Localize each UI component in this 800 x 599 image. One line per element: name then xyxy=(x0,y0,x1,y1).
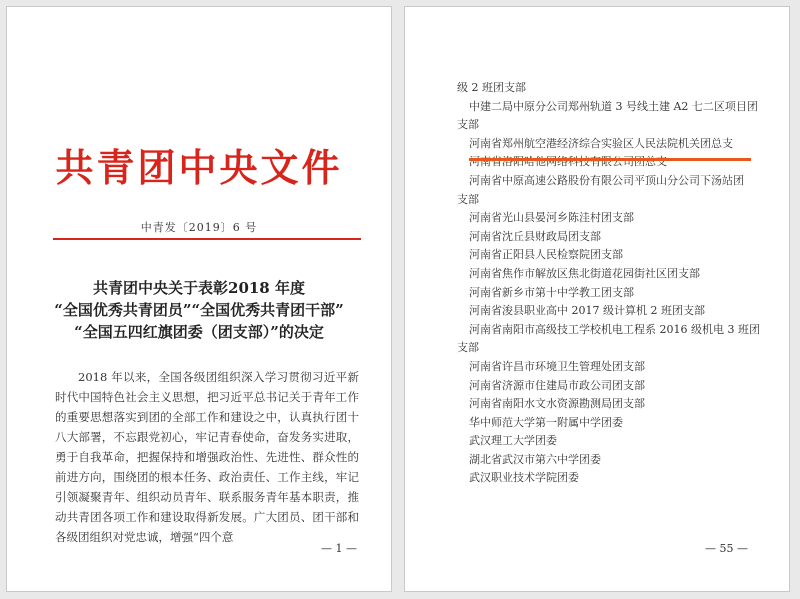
list-item: 河南省郑州航空港经济综合实验区人民法院机关团总支 xyxy=(469,136,733,150)
list-item: 河南省焦作市解放区焦北街道花园街社区团支部 xyxy=(469,266,700,280)
list-item: 河南省沈丘县财政局团支部 xyxy=(469,229,601,243)
headline-line: “全国五四红旗团委（团支部）”的决定 xyxy=(74,323,324,341)
right-page xyxy=(404,6,790,592)
list-item: 河南省浚县职业高中 2017 级计算机 2 班团支部 xyxy=(469,304,705,318)
list-item: 河南省济源市住建局市政公司团支部 xyxy=(469,378,645,392)
document-number: 中青发〔2019〕6 号 xyxy=(140,221,258,234)
list-item: 级 2 班团支部 xyxy=(457,81,526,94)
page-number: — 1 — xyxy=(321,542,357,555)
page-number: — 55 — xyxy=(705,542,748,555)
list-item: 河南省新乡市第十中学教工团支部 xyxy=(469,285,634,299)
list-item: 中建二局中原分公司郑州轨道 3 号线土建 A2 七二区项目团 xyxy=(469,99,758,113)
headline-line: 共青团中央关于表彰2018 年度 xyxy=(93,279,305,297)
list-item: 河南省南阳市高级技工学校机电工程系 2016 级机电 3 班团 xyxy=(469,322,760,336)
list-item: 武汉理工大学团委 xyxy=(469,434,557,448)
honoree-list xyxy=(457,79,765,488)
left-page xyxy=(6,6,392,592)
list-item: 支部 xyxy=(457,118,479,132)
list-item: 河南省南阳水文水资源勘测局团支部 xyxy=(469,397,645,411)
list-item: 河南省洛阳哈他网络科技有限公司团总支 xyxy=(469,155,667,169)
list-item: 湖北省武汉市第六中学团委 xyxy=(469,452,601,466)
body-paragraph: 2018 年以来，全国各级团组织深入学习贯彻习近平新时代中国特色社会主义思想，把习近平总书记关于青年工作的重要思想落实到团的全部工作和建设之中，认真执行团十八大部署，不忘跟党初心，牢记青春使命，奋发务实进取，勇于自我革命，把握保持和增强政治性、先进性、群众性的前进方向，围绕团的根本任务、政治责任、工作主线，牢记引领凝聚青年、组织动员青年、联系服务青年基本职责，推动共青团各项工作和建设取得新发展。广大团员、团干部和各级团组织对党忠诚，增强“四个意 xyxy=(55,370,359,544)
red-divider xyxy=(53,238,361,240)
highlight-underline xyxy=(469,158,751,161)
document-header-title: 共青团中央文件 xyxy=(55,146,343,190)
list-item: 河南省许昌市环境卫生管理处团支部 xyxy=(469,359,645,373)
list-item: 华中师范大学第一附属中学团委 xyxy=(469,415,623,429)
list-item: 河南省光山县晏河乡陈洼村团支部 xyxy=(469,211,634,225)
list-item: 河南省正阳县人民检察院团支部 xyxy=(469,248,623,262)
decision-headline xyxy=(37,277,361,343)
list-item: 武汉职业技术学院团委 xyxy=(469,471,579,485)
list-item: 河南省中原高速公路股份有限公司平顶山分公司下汤站团 xyxy=(469,173,744,187)
headline-line: “全国优秀共青团员”“全国优秀共青团干部” xyxy=(54,301,344,319)
list-item: 支部 xyxy=(457,341,479,355)
list-item: 支部 xyxy=(457,192,479,206)
